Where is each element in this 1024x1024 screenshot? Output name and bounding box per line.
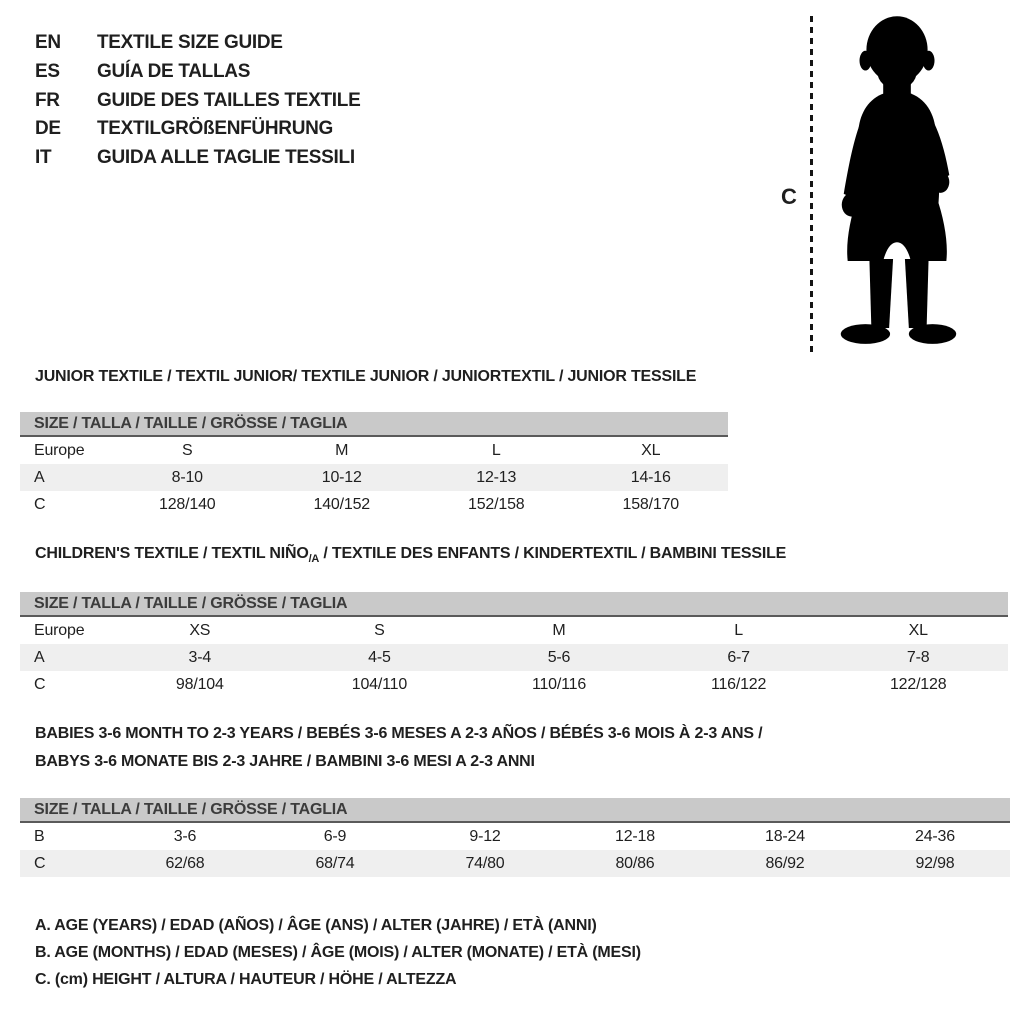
table-row: [20, 464, 728, 491]
height-measure-dashed-line: [810, 16, 813, 354]
language-list: [35, 29, 360, 172]
language-row-fr: [35, 86, 360, 115]
babies-title-line1: BABIES 3-6 MONTH TO 2-3 YEARS / BEBÉS 3-6 MESES A 2-3 AÑOS / BÉBÉS 3-6 MOIS À 2-3 ANS /: [35, 725, 763, 742]
junior-size-header-bar: SIZE / TALLA / TAILLE / GRÖSSE / TAGLIA: [20, 412, 728, 437]
children-size-header-bar: SIZE / TALLA / TAILLE / GRÖSSE / TAGLIA: [20, 592, 1008, 617]
size-cell: 122/128: [889, 675, 947, 693]
row-label-cell: C: [34, 854, 46, 872]
junior-size-table: [20, 412, 728, 518]
size-cell: 5-6: [547, 648, 571, 666]
size-cell: 12-18: [615, 827, 655, 845]
size-cell: 128/140: [159, 495, 216, 513]
size-cell: 92/98: [915, 854, 955, 872]
size-cell: 86/92: [765, 854, 805, 872]
size-cell: 3-4: [188, 648, 212, 666]
row-label-cell: Europe: [34, 441, 85, 459]
size-cell: 158/170: [622, 495, 679, 513]
language-code: EN: [35, 32, 61, 54]
language-code: FR: [35, 89, 60, 111]
language-code: IT: [35, 147, 52, 169]
language-row-en: [35, 29, 360, 58]
legend-line-c: C. (cm) HEIGHT / ALTURA / HAUTEUR / HÖHE / ALTEZZA: [35, 971, 457, 988]
size-cell: 4-5: [368, 648, 391, 666]
language-title: GUÍA DE TALLAS: [97, 61, 251, 83]
language-row-it: [35, 144, 360, 173]
language-row-es: [35, 58, 360, 87]
language-row-de: [35, 115, 360, 144]
babies-title-line2: BABYS 3-6 MONATE BIS 2-3 JAHRE / BAMBINI 3-6 MESI A 2-3 ANNI: [35, 753, 535, 770]
size-cell: S: [182, 441, 193, 459]
row-label-cell: C: [34, 675, 46, 693]
row-label-cell: B: [34, 827, 45, 845]
children-title-subscript: /A: [308, 553, 320, 565]
size-cell: 104/110: [351, 675, 408, 693]
size-cell: XS: [189, 621, 211, 639]
size-cell: 68/74: [315, 854, 355, 872]
size-cell: XL: [908, 621, 928, 639]
children-table: [20, 617, 1008, 698]
size-cell: 12-13: [476, 468, 517, 486]
junior-table: [20, 437, 728, 518]
size-cell: 62/68: [165, 854, 205, 872]
size-cell: 18-24: [765, 827, 805, 845]
size-cell: 8-10: [171, 468, 203, 486]
size-cell: 98/104: [175, 675, 224, 693]
size-cell: 152/158: [468, 495, 525, 513]
row-label-cell: A: [34, 648, 45, 666]
children-size-table: [20, 592, 1008, 698]
row-label-cell: C: [34, 495, 46, 513]
table-row: [20, 437, 728, 464]
table-row: [20, 850, 1010, 877]
language-code: ES: [35, 61, 60, 83]
row-label-cell: A: [34, 468, 45, 486]
language-title: TEXTILGRÖßENFÜHRUNG: [97, 118, 334, 140]
babies-size-header-bar: SIZE / TALLA / TAILLE / GRÖSSE / TAGLIA: [20, 798, 1010, 823]
size-cell: L: [491, 441, 501, 459]
children-section-title: [35, 545, 786, 565]
size-cell: 24-36: [915, 827, 955, 845]
row-label-cell: Europe: [34, 621, 85, 639]
table-row: [20, 491, 728, 518]
table-row: [20, 644, 1008, 671]
size-cell: M: [552, 621, 566, 639]
size-cell: 9-12: [469, 827, 501, 845]
babies-section-title: [35, 720, 762, 776]
size-cell: 14-16: [630, 468, 671, 486]
table-row: [20, 671, 1008, 698]
size-cell: M: [335, 441, 349, 459]
babies-table: [20, 823, 1010, 877]
legend-line-b: B. AGE (MONTHS) / EDAD (MESES) / ÂGE (MOIS) / ALTER (MONATE) / ETÀ (MESI): [35, 944, 641, 961]
toddler-silhouette-icon: [824, 13, 972, 356]
language-code: DE: [35, 118, 61, 140]
language-title: TEXTILE SIZE GUIDE: [97, 32, 283, 54]
size-cell: 6-7: [727, 648, 750, 666]
size-cell: 6-9: [323, 827, 347, 845]
legend-line-a: A. AGE (YEARS) / EDAD (AÑOS) / ÂGE (ANS) / ALTER (JAHRE) / ETÀ (ANNI): [35, 917, 597, 934]
size-cell: 140/152: [313, 495, 370, 513]
size-cell: 10-12: [321, 468, 362, 486]
junior-section-title: JUNIOR TEXTILE / TEXTIL JUNIOR/ TEXTILE JUNIOR / JUNIORTEXTIL / JUNIOR TESSILE: [35, 368, 697, 385]
table-row: [20, 823, 1010, 850]
size-cell: 3-6: [173, 827, 197, 845]
height-measure-label: C: [781, 184, 797, 209]
children-title-text: / TEXTILE DES ENFANTS / KINDERTEXTIL / BAMBINI TESSILE: [319, 545, 787, 562]
size-cell: 74/80: [465, 854, 505, 872]
legend: [35, 912, 641, 993]
size-cell: L: [734, 621, 743, 639]
size-cell: 7-8: [906, 648, 930, 666]
language-title: GUIDE DES TAILLES TEXTILE: [97, 89, 361, 111]
size-cell: 80/86: [615, 854, 655, 872]
children-title-text: CHILDREN'S TEXTILE / TEXTIL NIÑO: [35, 545, 309, 562]
size-cell: 116/122: [710, 675, 767, 693]
language-title: GUIDA ALLE TAGLIE TESSILI: [97, 147, 355, 169]
size-cell: 110/116: [531, 675, 587, 693]
size-cell: S: [374, 621, 385, 639]
size-cell: XL: [641, 441, 661, 459]
table-row: [20, 617, 1008, 644]
babies-size-table: [20, 798, 1010, 877]
